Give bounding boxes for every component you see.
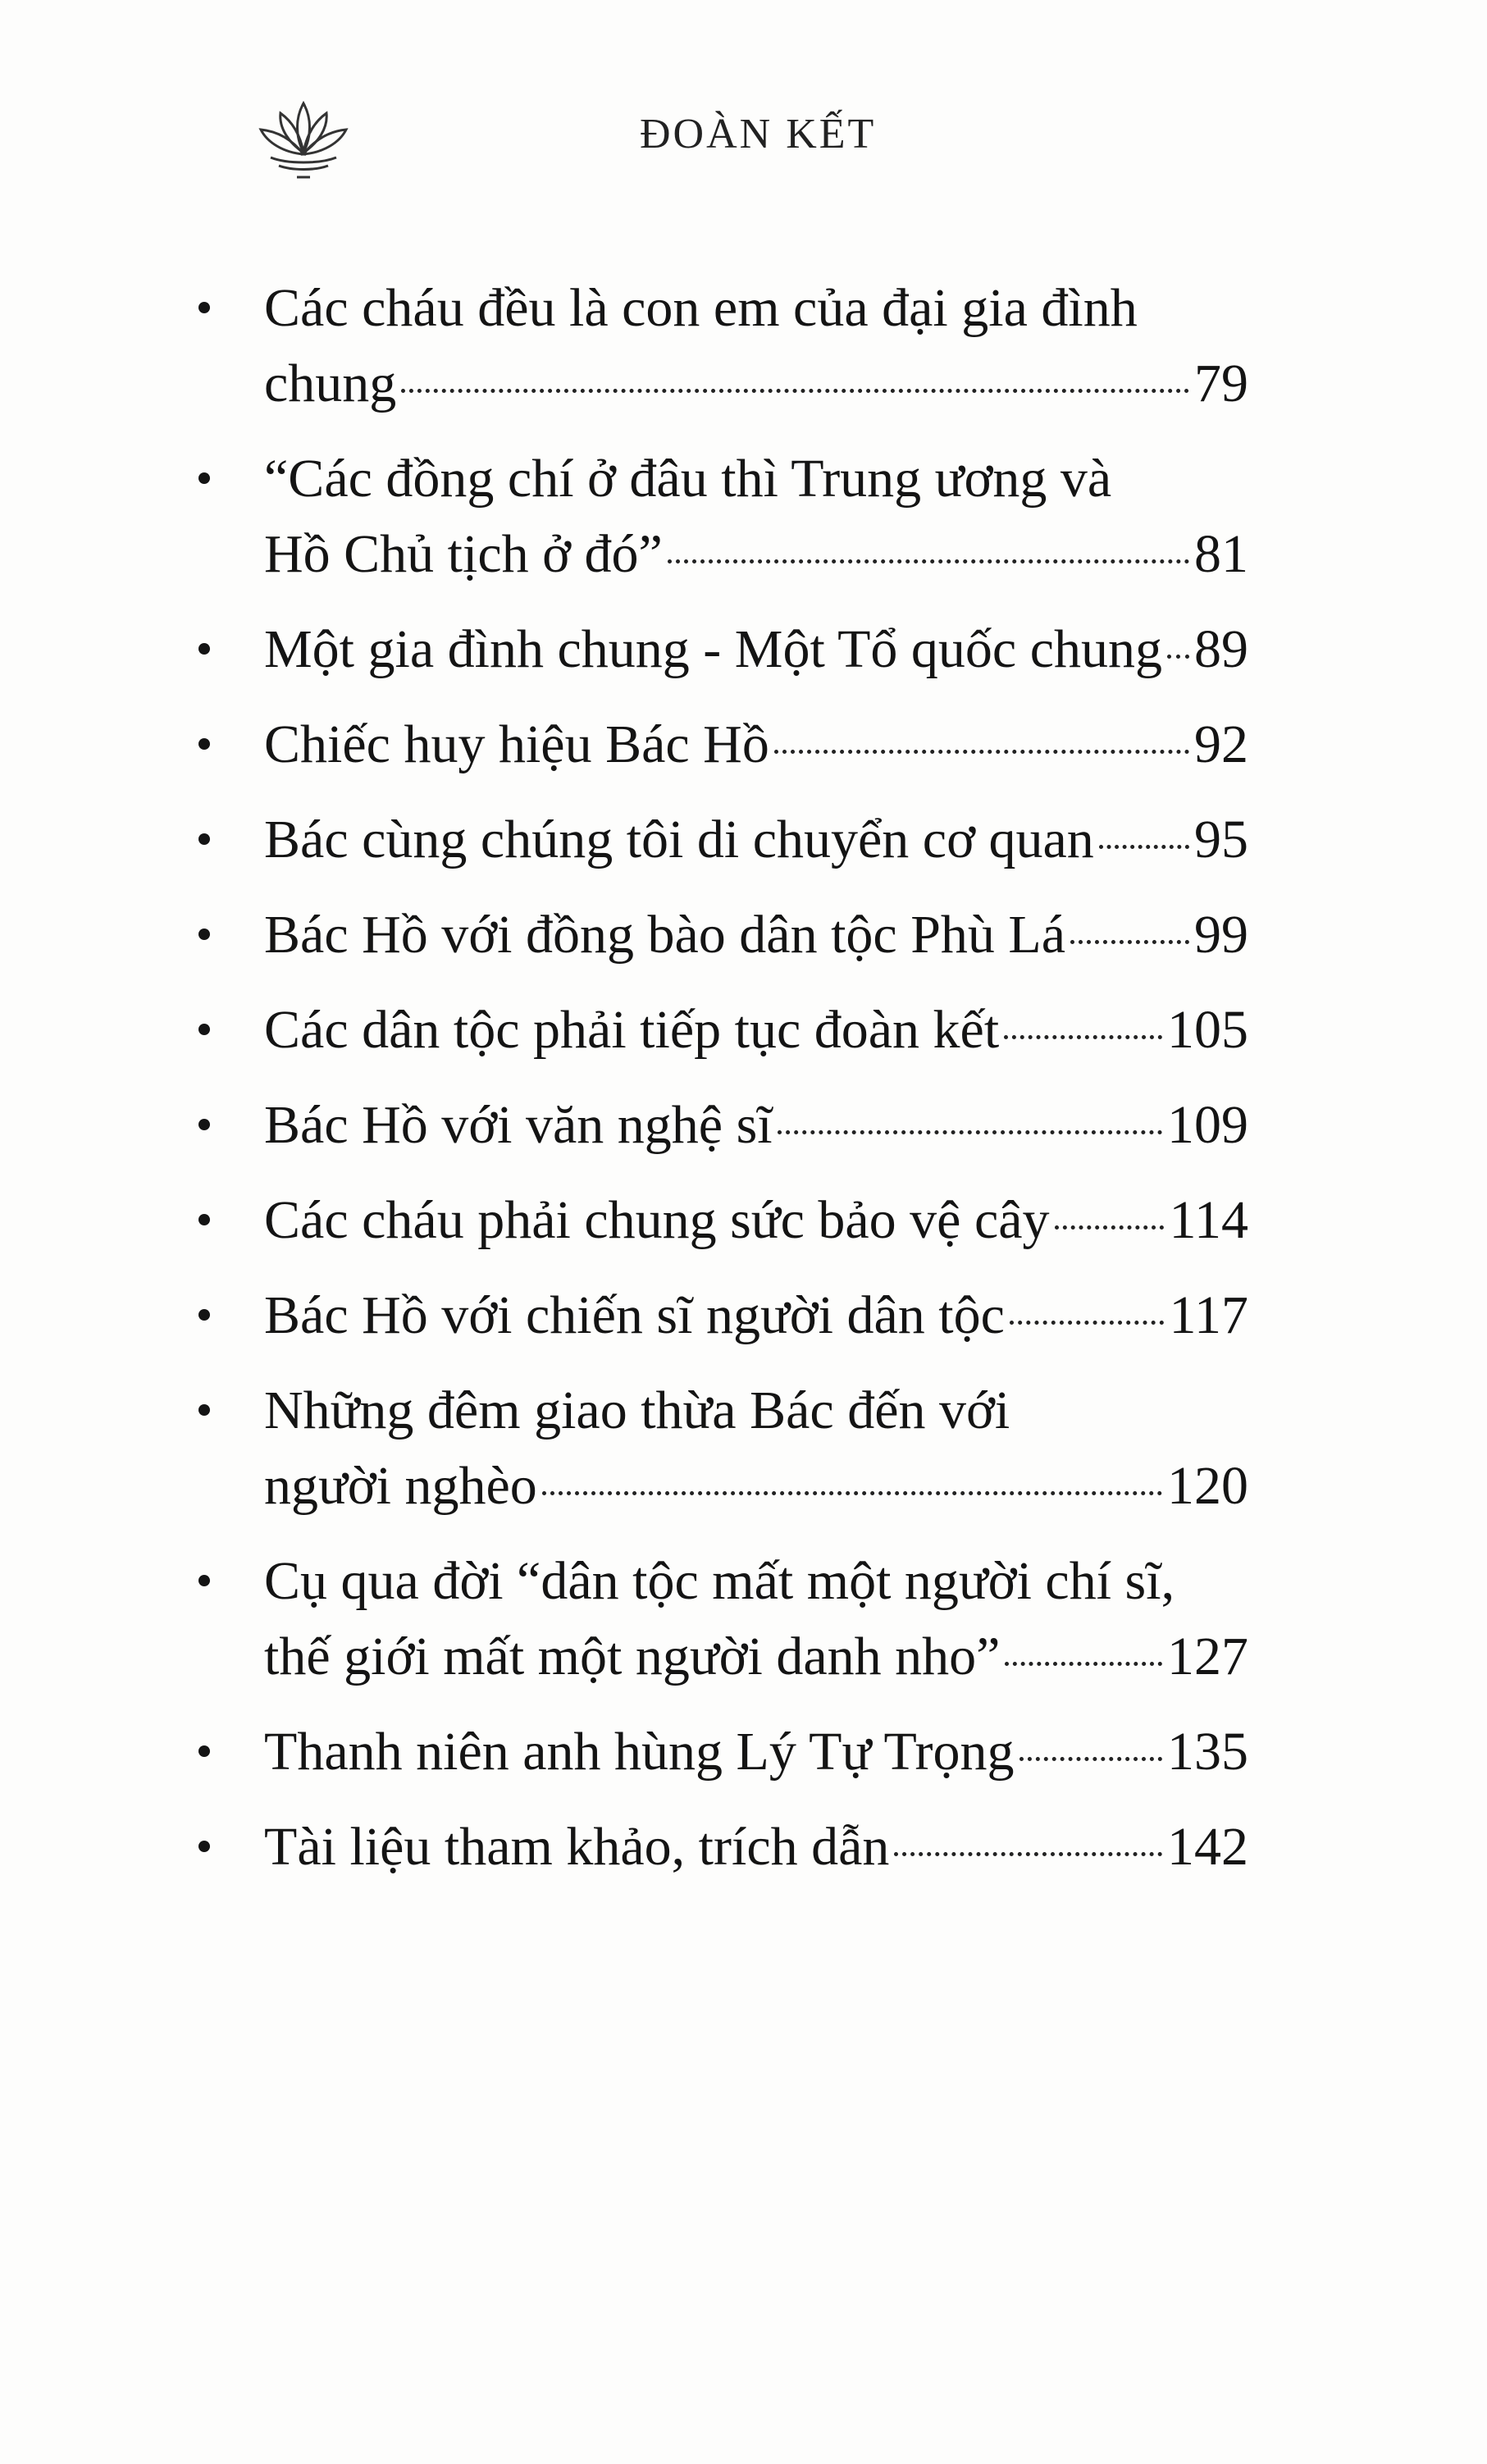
dot-leader xyxy=(1005,1662,1162,1666)
bullet-icon xyxy=(198,1745,210,1757)
table-of-contents xyxy=(190,271,1248,1905)
toc-entry-title: Các cháu phải chung sức bảo vệ cây xyxy=(264,1190,1050,1250)
toc-page-number: 105 xyxy=(1167,1000,1248,1060)
toc-entry-title: Các cháu đều là con em của đại gia đình xyxy=(264,278,1138,338)
toc-entry-title-end: thế giới mất một người danh nho” xyxy=(264,1627,1001,1686)
toc-entry-title: Tài liệu tham khảo, trích dẫn xyxy=(264,1817,890,1877)
bullet-icon xyxy=(198,302,210,313)
toc-page-number: 127 xyxy=(1167,1627,1248,1686)
toc-page-number: 99 xyxy=(1194,905,1248,965)
bullet-icon xyxy=(198,643,210,655)
toc-page-number: 95 xyxy=(1194,810,1248,869)
toc-page-number: 109 xyxy=(1167,1095,1248,1155)
dot-leader xyxy=(774,750,1189,754)
running-title: ĐOÀN KẾT xyxy=(640,111,877,157)
lotus-icon xyxy=(246,89,361,187)
toc-page-number: 92 xyxy=(1194,714,1248,774)
toc-entry xyxy=(190,1714,1248,1790)
toc-entry xyxy=(190,802,1248,878)
toc-page-number: 117 xyxy=(1169,1285,1248,1345)
toc-entry xyxy=(190,1088,1248,1163)
dot-leader xyxy=(401,389,1189,393)
dot-leader xyxy=(1099,845,1189,849)
toc-entry xyxy=(190,271,1248,422)
dot-leader xyxy=(542,1491,1162,1495)
bullet-icon xyxy=(198,929,210,940)
toc-entry-title: Bác Hồ với chiến sĩ người dân tộc xyxy=(264,1285,1005,1345)
bullet-icon xyxy=(198,1024,210,1035)
bullet-icon xyxy=(198,833,210,845)
toc-entry-title-end: Hồ Chủ tịch ở đó” xyxy=(264,524,663,584)
toc-page-number: 135 xyxy=(1167,1722,1248,1782)
toc-page-number: 81 xyxy=(1194,524,1248,584)
dot-leader xyxy=(1010,1321,1165,1325)
bullet-icon xyxy=(198,1841,210,1852)
dot-leader xyxy=(778,1130,1162,1134)
toc-entry xyxy=(190,441,1248,592)
bullet-icon xyxy=(198,1404,210,1416)
toc-entry-title: Bác cùng chúng tôi di chuyển cơ quan xyxy=(264,810,1094,869)
toc-entry-title-end: chung xyxy=(264,354,397,413)
toc-entry-title: Những đêm giao thừa Bác đến với xyxy=(264,1380,1010,1440)
toc-page-number: 114 xyxy=(1169,1190,1248,1250)
toc-entry-title: Thanh niên anh hùng Lý Tự Trọng xyxy=(264,1722,1015,1782)
toc-entry-title: Một gia đình chung - Một Tổ quốc chung xyxy=(264,619,1162,679)
toc-entry xyxy=(190,1183,1248,1258)
bullet-icon xyxy=(198,472,210,484)
dot-leader xyxy=(1070,940,1189,944)
toc-page-number: 120 xyxy=(1167,1456,1248,1516)
bullet-icon xyxy=(198,1214,210,1225)
bullet-icon xyxy=(198,1119,210,1130)
toc-entry-title: Cụ qua đời “dân tộc mất một người chí sĩ, xyxy=(264,1551,1175,1611)
dot-leader xyxy=(1004,1035,1162,1039)
toc-page-number: 79 xyxy=(1194,354,1248,413)
dot-leader xyxy=(1167,655,1189,659)
bullet-icon xyxy=(198,738,210,750)
toc-entry-title: Chiếc huy hiệu Bác Hồ xyxy=(264,714,769,774)
toc-page-number: 142 xyxy=(1167,1817,1248,1877)
toc-entry xyxy=(190,992,1248,1068)
dot-leader xyxy=(1055,1225,1165,1230)
toc-entry-title: Bác Hồ với văn nghệ sĩ xyxy=(264,1095,773,1155)
toc-entry xyxy=(190,1278,1248,1353)
toc-entry xyxy=(190,897,1248,973)
bullet-icon xyxy=(198,1575,210,1586)
dot-leader xyxy=(1019,1757,1162,1761)
bullet-icon xyxy=(198,1309,210,1321)
toc-entry xyxy=(190,1373,1248,1524)
toc-entry-title: Các dân tộc phải tiếp tục đoàn kết xyxy=(264,1000,1000,1060)
toc-page-number: 89 xyxy=(1194,619,1248,679)
toc-entry xyxy=(190,1544,1248,1695)
page-header xyxy=(246,89,1312,187)
toc-entry xyxy=(190,707,1248,783)
dot-leader xyxy=(668,559,1189,564)
toc-entry-title: “Các đồng chí ở đâu thì Trung ương và xyxy=(264,449,1112,509)
toc-entry-title-end: người nghèo xyxy=(264,1456,537,1516)
toc-entry-title: Bác Hồ với đồng bào dân tộc Phù Lá xyxy=(264,905,1066,965)
dot-leader xyxy=(894,1852,1162,1856)
toc-entry xyxy=(190,1809,1248,1885)
toc-entry xyxy=(190,612,1248,687)
